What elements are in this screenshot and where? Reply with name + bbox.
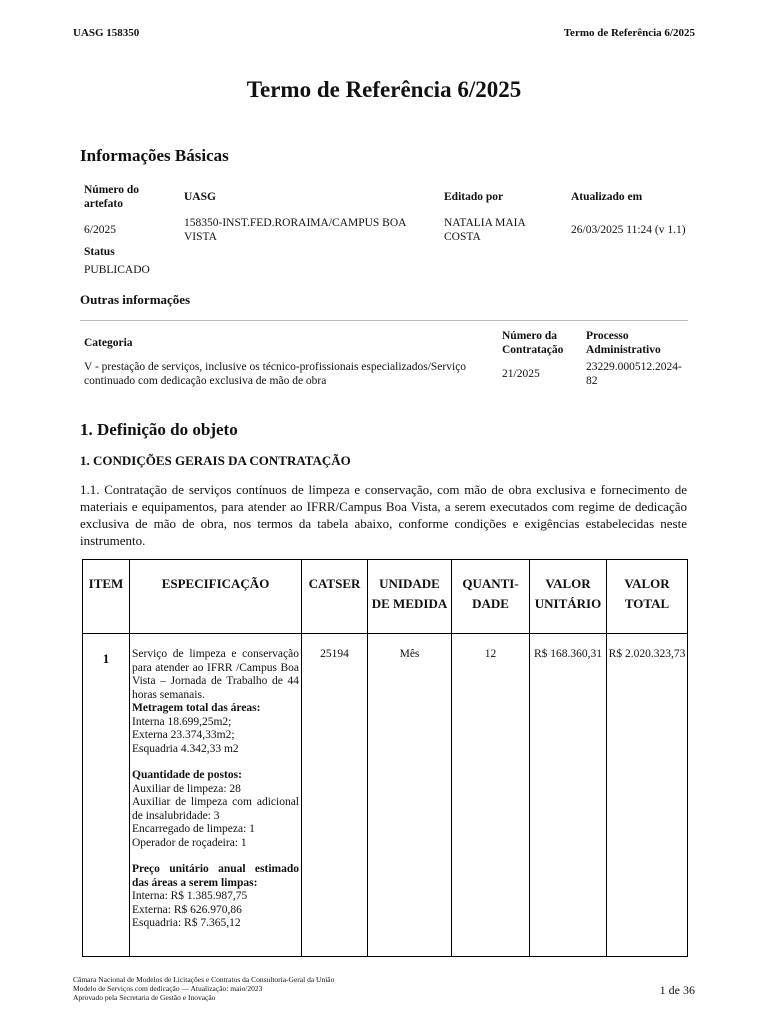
basic-info-header: Editado por [444, 191, 504, 203]
header-text: VALOR [545, 576, 591, 591]
item-catser: 25194 [302, 634, 368, 957]
page-number: 1 de 36 [659, 983, 695, 997]
basic-info-header: UASG [184, 191, 216, 203]
basic-info-value: NATALIA MAIA COSTA [444, 217, 526, 243]
other-info-table [80, 327, 690, 389]
item-total: R$ 2.020.323,73 [607, 634, 688, 957]
footer-line: Modelo de Serviços com dedicação — Atualização: maio/2023 [73, 984, 263, 993]
col-header-catser [302, 560, 368, 634]
spec-line: Externa 23.374,33m2; [132, 729, 235, 741]
header-text: ESPECIFICAÇÃO [161, 576, 270, 591]
other-info-value: 23229.000512.2024-82 [586, 361, 682, 387]
header-text: UNIDADE [379, 576, 440, 591]
basic-info-header: Número do artefato [84, 184, 140, 210]
divider [80, 320, 688, 321]
status-value: PUBLICADO [84, 264, 150, 276]
col-header-qty [452, 560, 530, 634]
object-paragraph: 1.1. Contratação de serviços contínuos de limpeza e conservação, com mão de obra exclusiva e fornecimento de materiais e equipamentos, para atender ao IFRR/Campus Boa Vista, a serem executados com regime de dedicação exclusiva de mão de obra, nos termos da tabela abaixo, conforme condições e exigências estabelecidas neste instrumento. [80, 482, 687, 548]
col-header-total [607, 560, 688, 634]
col-header-unit-value [530, 560, 607, 634]
footer-line: Câmara Nacional de Modelos de Licitações e Contratos da Consultoria-Geral da União [73, 975, 335, 984]
item-spec [130, 634, 302, 957]
other-info-header: Processo Administrativo [586, 330, 661, 356]
status-label: Status [84, 246, 115, 258]
header-text: CATSER [308, 576, 361, 591]
spec-line: Auxiliar de limpeza com adicional de insalubridade: 3 [132, 796, 299, 822]
spacer [132, 850, 299, 863]
page-title: Termo de Referência 6/2025 [246, 77, 522, 102]
spec-intro: Serviço de limpeza e conservação para atender ao IFRR /Campus Boa Vista – Jornada de Trabalho de 44 horas semanais. [132, 648, 299, 701]
spec-line: Auxiliar de limpeza: 28 [132, 782, 241, 795]
section-subtitle: 1. CONDIÇÕES GERAIS DA CONTRATAÇÃO [80, 453, 351, 468]
items-table [82, 559, 688, 957]
basic-info-value: 158350-INST.FED.RORAIMA/CAMPUS BOA VISTA [184, 217, 406, 243]
spec-line: Externa: R$ 626.970,86 [132, 903, 242, 916]
other-info-value: V - prestação de serviços, inclusive os técnico-profissionais especializados/Serviço continuado com dedicação exclusiva de mão de obra [84, 361, 467, 387]
header-text: DADE [472, 596, 509, 611]
header-text: DE MEDIDA [371, 596, 448, 611]
other-info-header: Categoria [84, 337, 133, 349]
spec-line: Encarregado de limpeza: 1 [132, 823, 255, 835]
spec-metragem-title: Metragem total das áreas: [132, 702, 261, 714]
spacer [132, 756, 299, 769]
basic-info-title: Informações Básicas [80, 146, 229, 165]
other-info-header: Número da Contratação [502, 330, 564, 356]
item-unit: Mês [368, 634, 452, 957]
spec-postos-title: Quantidade de postos: [132, 769, 242, 781]
header-doc-ref: Termo de Referência 6/2025 [563, 27, 695, 39]
spec-line: Esquadria: R$ 7.365,12 [132, 917, 241, 929]
header-text: QUANTI- [462, 576, 519, 591]
other-info-title: Outras informações [80, 292, 191, 307]
basic-info-value: 26/03/2025 11:24 (v 1.1) [571, 224, 686, 236]
col-header-unit [368, 560, 452, 634]
spec-line: Esquadria 4.342,33 m2 [132, 742, 239, 755]
header-text: VALOR [624, 576, 670, 591]
header-text: ITEM [88, 576, 124, 591]
basic-info-table [80, 180, 690, 246]
item-unit-value: R$ 168.360,31 [530, 634, 607, 957]
basic-info-header: Atualizado em [571, 191, 643, 203]
spec-line: Operador de roçadeira: 1 [132, 836, 247, 849]
col-header-spec [130, 560, 302, 634]
item-number: 1 [83, 634, 130, 957]
spec-line: Interna: R$ 1.385.987,75 [132, 890, 248, 902]
other-info-value: 21/2025 [502, 368, 540, 380]
section-title: 1. Definição do objeto [80, 420, 238, 439]
basic-info-value: 6/2025 [84, 224, 116, 236]
header-text: UNITÁRIO [534, 596, 602, 611]
footer-line: Aprovado pela Secretaria de Gestão e Inovação [73, 993, 216, 1002]
item-qty: 12 [452, 634, 530, 957]
header-text: TOTAL [624, 596, 670, 611]
spec-line: Interna 18.699,25m2; [132, 715, 232, 728]
footer-note [73, 975, 334, 1002]
table-row [83, 634, 688, 957]
col-header-item [83, 560, 130, 634]
header-uasg: UASG 158350 [73, 27, 140, 39]
spec-preco-title: Preço unitário anual estimado das áreas a serem limpas: [132, 863, 299, 889]
